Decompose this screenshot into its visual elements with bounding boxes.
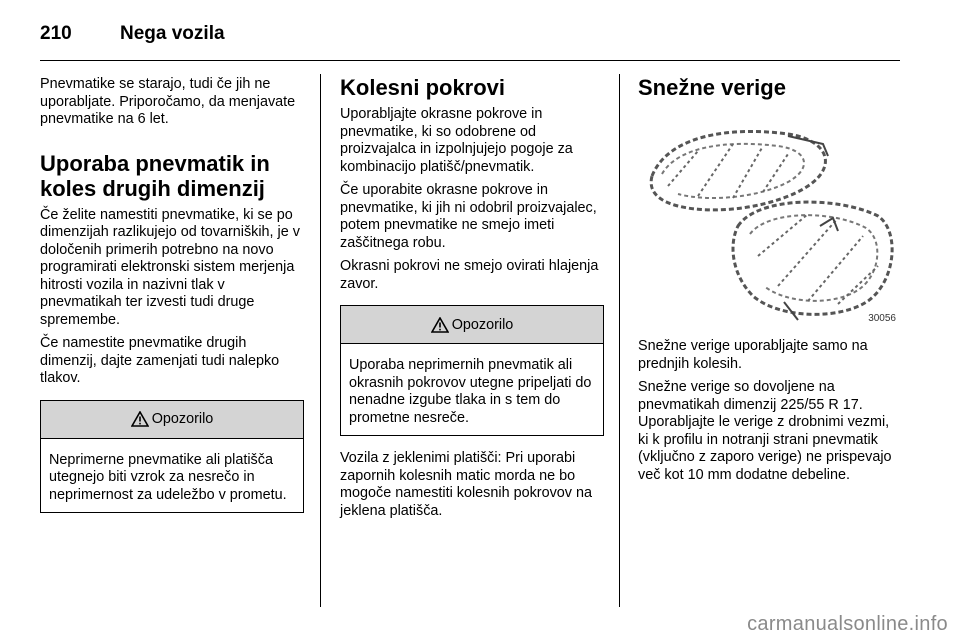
- column-3: [638, 70, 902, 490]
- page-header: [40, 14, 225, 54]
- paragraph-wheel-covers-3: Okrasni pokrovi ne smejo ovirati hlajenja zavor.: [340, 258, 599, 292]
- header-divider: [40, 60, 900, 61]
- column-1: [40, 70, 304, 527]
- warning-triangle-icon: [431, 317, 449, 333]
- warning-header: [341, 306, 603, 344]
- paragraph-wheel-covers-2: Če uporabite okrasne pokrove in pnevmatike, ki jih ni odobril proizvajalec, potem pnevmatike ne smejo imeti zaščitnega robu.: [340, 182, 597, 251]
- heading-snow-chains: Snežne verige: [638, 75, 786, 100]
- page-number: 210: [40, 23, 72, 44]
- watermark: carmanualsonline.info: [747, 613, 948, 635]
- paragraph-tire-sizes-2: Če namestite pnevmatike drugih dimenzij, dajte zamenjati tudi nalepko tlakov.: [40, 335, 280, 386]
- warning-header: [41, 401, 303, 439]
- column-divider-2: [619, 74, 620, 607]
- warning-title: Opozorilo: [151, 411, 214, 427]
- paragraph-steel-rims: Vozila z jeklenimi platišči: Pri uporabi zapornih kolesnih matic morda ne bo mogoče namestiti kolesnih pokrovov na jeklena platišča.: [340, 450, 592, 519]
- column-divider-1: [320, 74, 321, 607]
- snow-chains-illustration: [638, 106, 900, 326]
- figure-number: 30056: [868, 313, 896, 324]
- paragraph-snow-chains-2: Snežne verige so dovoljene na pnevmatikah dimenzij 225/55 R 17. Uporabljajte le verige z drobnimi vezmi, ki k profilu in notranji strani pnevmatik (vključno z zaporo verige) ne prispevajo več kot 10 mm dodatne debeline.: [638, 379, 892, 483]
- paragraph-snow-chains-1: Snežne verige uporabljajte samo na prednjih kolesih.: [638, 338, 868, 372]
- warning-box-1: [40, 400, 304, 514]
- paragraph-tire-sizes-1: Če želite namestiti pnevmatike, ki se po dimenzijah razlikujejo od tovarniških, je v določenih primerih potrebno na novo programirati elektronski sistem merjenja hitrosti vozila in nazivni tlak v pnevmatikah ter izvesti tudi druge spremembe.: [40, 206, 300, 328]
- warning-text: Uporaba neprimernih pnevmatik ali okrasnih pokrovov utegne pripeljati do nenadne izgube tlaka in s tem do prometne nesreče.: [349, 357, 592, 426]
- column-2: [340, 70, 604, 526]
- snow-chains-image: [638, 106, 900, 326]
- warning-title: Opozorilo: [451, 316, 514, 333]
- paragraph-wheel-covers-1: Uporabljajte okrasne pokrove in pnevmatike, ki so odobrene od proizvajalca in izpolnjujejo pogoje za kombinacijo platišč/pnevmatik.: [340, 106, 573, 175]
- intro-paragraph: Pnevmatike se starajo, tudi če jih ne uporabljate. Priporočamo, da menjavate pnevmatike na 6 let.: [40, 76, 296, 127]
- heading-wheel-covers: Kolesni pokrovi: [340, 75, 506, 100]
- warning-text: Neprimerne pnevmatike ali platišča utegnejo biti vzrok za nesrečo in neprimernost za udeležbo v prometu.: [49, 451, 287, 503]
- warning-box-2: [340, 305, 604, 436]
- section-title: Nega vozila: [120, 23, 225, 44]
- warning-triangle-icon: [131, 411, 149, 427]
- heading-tire-sizes: Uporaba pnevmatik in koles drugih dimenzij: [40, 150, 270, 201]
